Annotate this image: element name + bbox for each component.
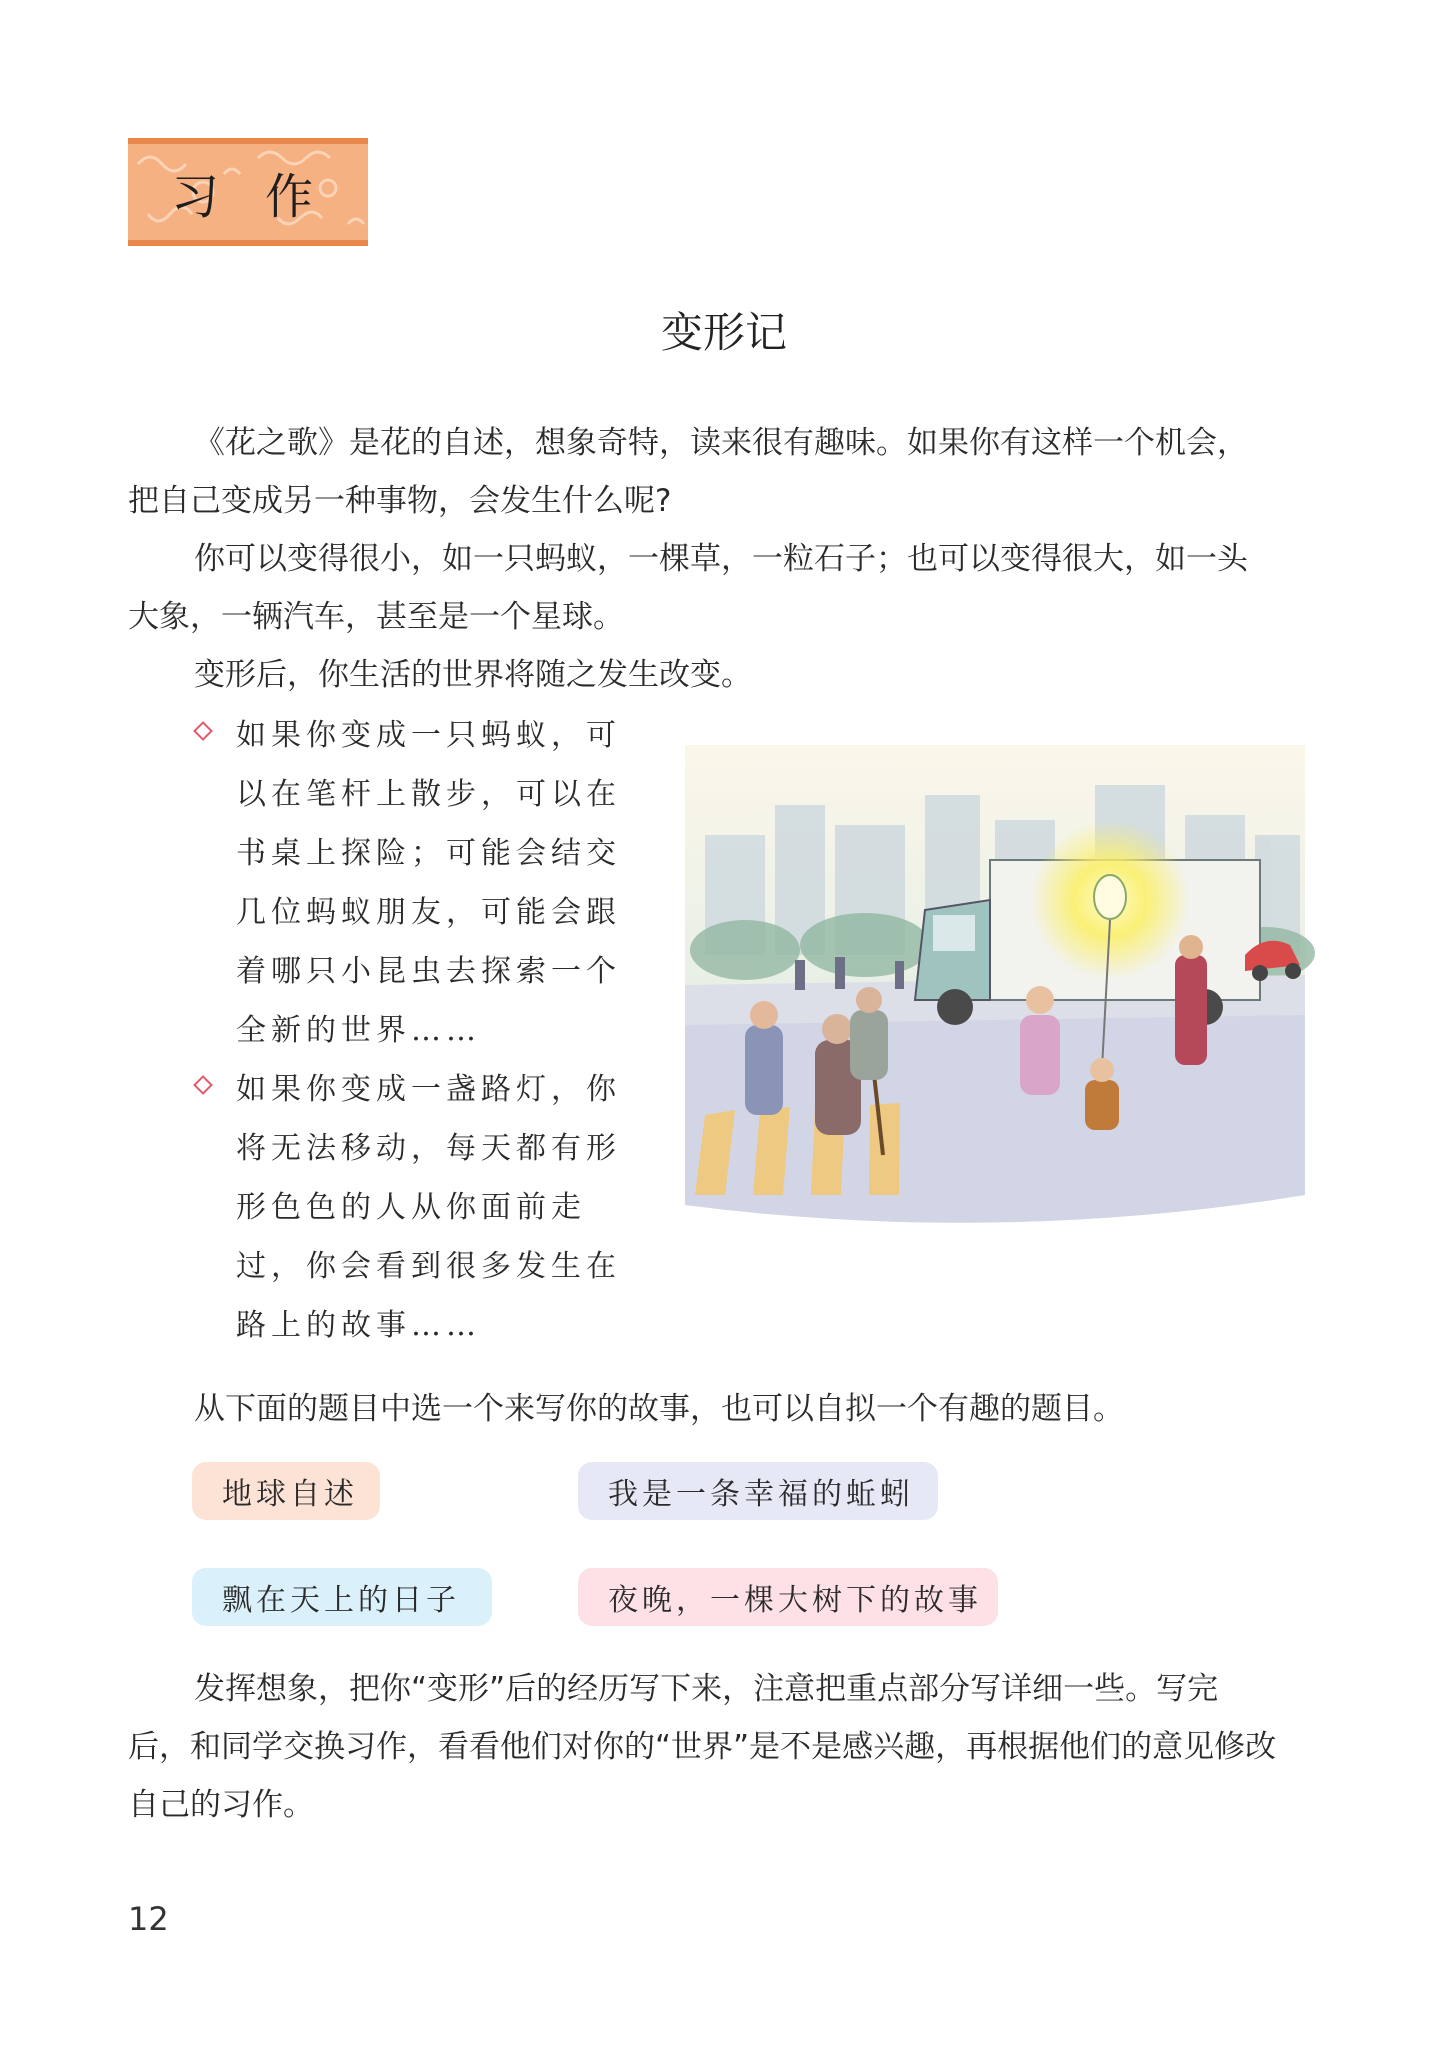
topic-sky: [192, 1568, 492, 1626]
example-list: [128, 706, 628, 1355]
list-item-text: 如果你变成一只蚂蚁，可以在笔杆上散步，可以在书桌上探险；可能会结交几位蚂蚁朋友，可能会跟着哪只小昆虫去探索一个全新的世界……: [236, 718, 621, 1048]
section-banner: [128, 138, 368, 246]
topic-label: 夜晚，一棵大树下的故事: [608, 1583, 982, 1618]
topic-tree: [578, 1568, 998, 1626]
street-illustration: [665, 725, 1325, 1250]
topic-earth: [192, 1462, 380, 1520]
paragraph-topics: 从下面的题目中选一个来写你的故事，也可以自拟一个有趣的题目。: [194, 1391, 1124, 1427]
paragraph-change: 变形后，你生活的世界将随之发生改变。: [194, 657, 752, 693]
topic-label: 地球自述: [222, 1477, 358, 1512]
paragraph-size: 你可以变得很小，如一只蚂蚁，一棵草，一粒石子；也可以变得很大，如一头大象，一辆汽车，甚至是一个星球。: [128, 541, 1248, 635]
page-number: 12: [128, 1900, 169, 1938]
page-title: 变形记: [660, 308, 787, 357]
section-label: 习作: [170, 168, 359, 225]
list-item-text: 如果你变成一盏路灯，你将无法移动，每天都有形形色色的人从你面前走过，你会看到很多发生在路上的故事……: [236, 1072, 621, 1343]
topic-earthworm: [578, 1462, 938, 1520]
diamond-icon: [193, 721, 213, 741]
paragraph-instructions: 发挥想象，把你“变形”后的经历写下来，注意把重点部分写详细一些。写完后，和同学交换习作，看看他们对你的“世界”是不是感兴趣，再根据他们的意见修改自己的习作。: [128, 1671, 1277, 1823]
paragraph-intro: 《花之歌》是花的自述，想象奇特，读来很有趣味。如果你有这样一个机会，把自己变成另一种事物，会发生什么呢?: [128, 425, 1248, 519]
list-item: [128, 706, 628, 1060]
topic-label: 我是一条幸福的蚯蚓: [608, 1477, 914, 1512]
topic-label: 飘在天上的日子: [222, 1583, 460, 1618]
list-item: [128, 1060, 628, 1355]
diamond-icon: [193, 1075, 213, 1095]
